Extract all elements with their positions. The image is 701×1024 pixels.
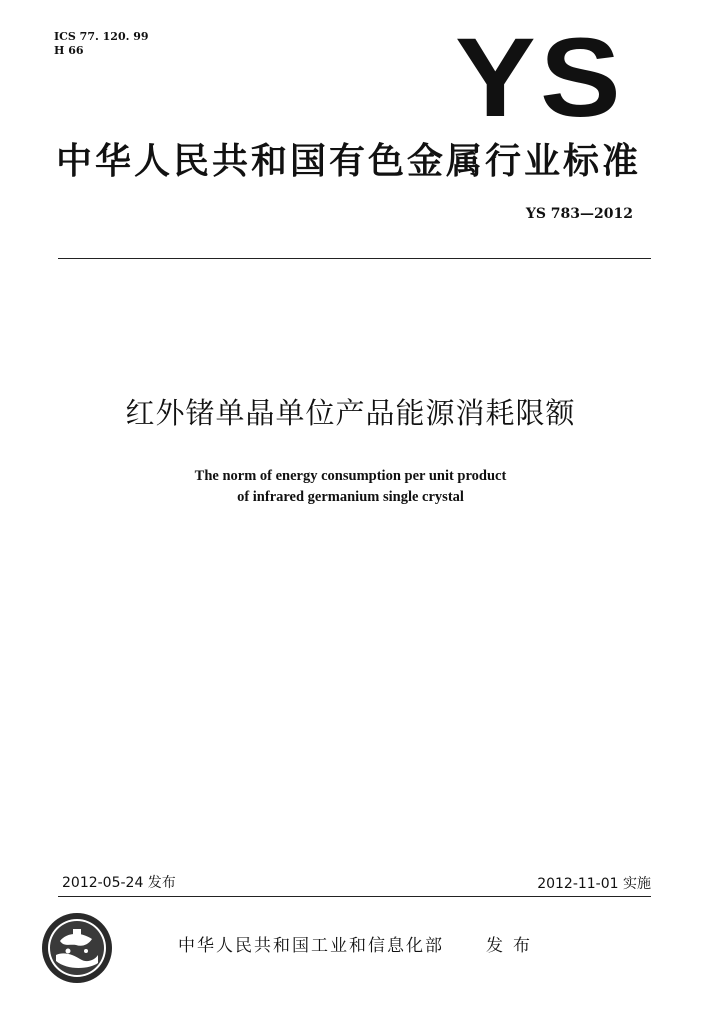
ys-logo: YS [455,15,625,140]
document-title-en-line1: The norm of energy consumption per unit product [194,468,507,484]
publisher-name: 中华人民共和国工业和信息化部 [178,936,444,956]
document-title-cn: 红外锗单晶单位产品能源消耗限额 [125,396,576,430]
implementation-date: 2012-11-01 实施 [537,876,651,892]
organization-title: 中华人民共和国有色金属行业标准 [56,141,642,182]
ccs-code: H 66 [54,44,84,57]
bottom-divider [58,896,651,897]
document-title-en-line2: of infrared germanium single crystal [237,489,464,505]
publish-word: 发布 [486,936,540,956]
standard-code: YS 783—2012 [525,206,633,222]
ics-code: ICS 77. 120. 99 [54,30,149,43]
document-title-en [0,466,701,508]
ministry-seal-icon [40,911,114,985]
issue-date: 2012-05-24 发布 [62,875,176,891]
classification-codes [54,30,149,58]
top-divider [58,258,651,259]
